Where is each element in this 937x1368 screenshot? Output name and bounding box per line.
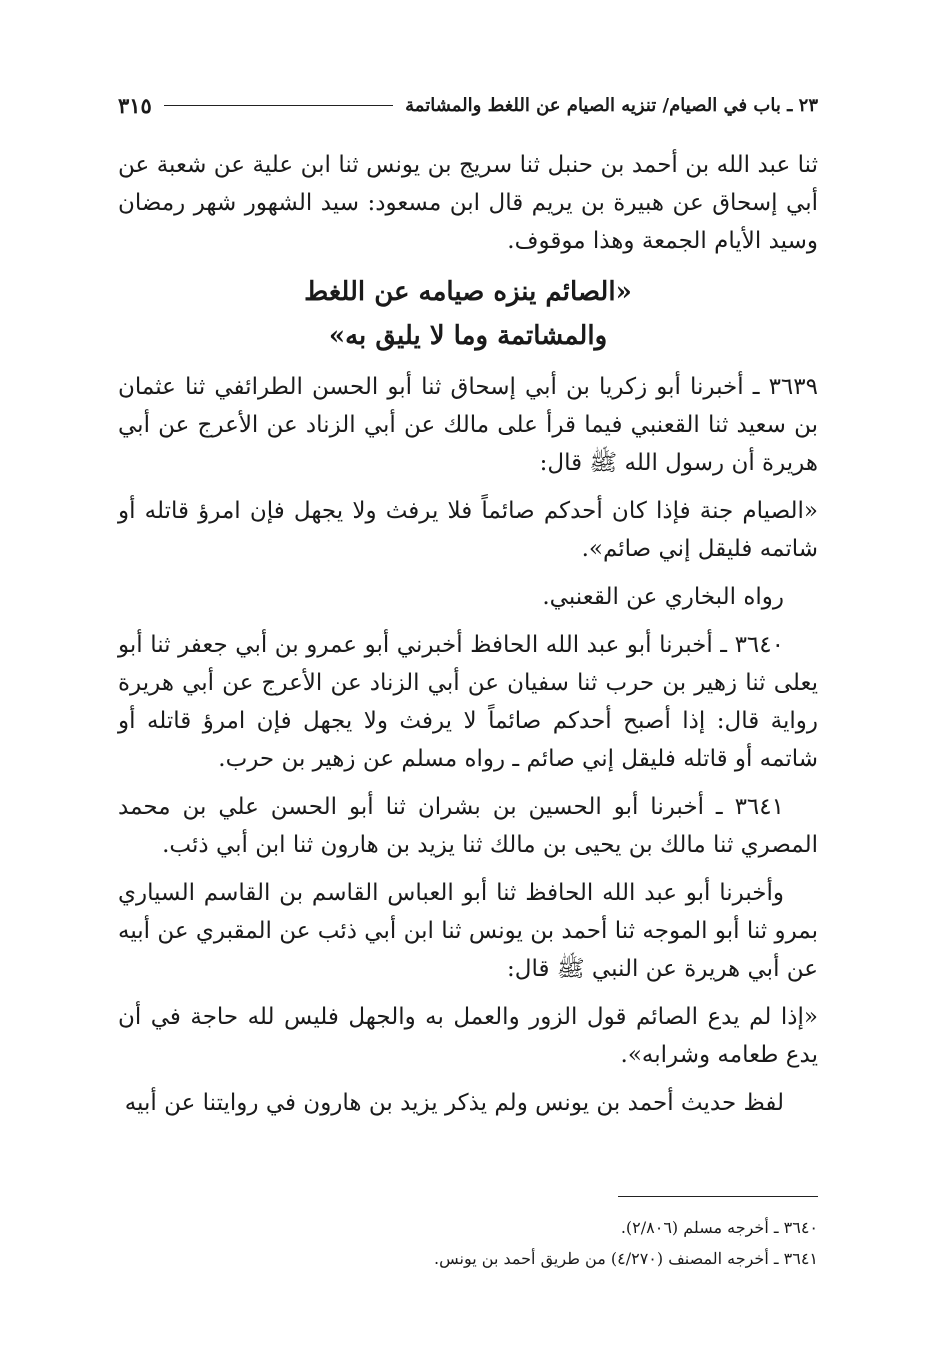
hadith-3641: ٣٦٤١ ـ أخبرنا أبو الحسين بن بشران ثنا أبو الحسن علي بن محمد المصري ثنا مالك بن يحيى بن مالك ثنا يزيد بن هارون ثنا ابن أبي ذئب. xyxy=(118,794,818,858)
paragraph: ثنا عبد الله بن أحمد بن حنبل ثنا سريج بن يونس ثنا ابن علية عن شعبة عن أبي إسحاق عن هبيرة بن يريم قال ابن مسعود: سيد الشهور شهر رمضان وسيد الأيام الجمعة وهذا موقوف. xyxy=(118,152,818,254)
header-rule xyxy=(164,105,393,106)
footnote-3640: ٣٦٤٠ ـ أخرجه مسلم (٢/٨٠٦). xyxy=(620,1218,818,1237)
main-text xyxy=(118,146,818,1132)
footnotes xyxy=(118,1212,818,1274)
hadith-text: «إذا لم يدع الصائم قول الزور والعمل به والجهل فليس لله حاجة في أن يدع طعامه وشرابه». xyxy=(118,1004,818,1068)
hadith-3639: ٣٦٣٩ ـ أخبرنا أبو زكريا بن أبي إسحاق ثنا أبو الحسن الطرائفي ثنا عثمان بن سعيد ثنا القعنبي فيما قرأ على مالك عن أبي الزناد عن الأعرج عن أبي هريرة أن رسول الله ﷺ قال: xyxy=(118,374,818,476)
footnote-rule xyxy=(618,1196,818,1197)
page-header xyxy=(118,90,818,120)
page-number: ٣١٥ xyxy=(118,92,152,118)
paragraph: رواه البخاري عن القعنبي. xyxy=(542,584,784,610)
heading-line-2: والمشاتمة وما لا يليق به» xyxy=(328,321,608,351)
hadith-3640: ٣٦٤٠ ـ أخبرنا أبو عبد الله الحافظ أخبرني أبو عمرو بن أبي جعفر ثنا أبو يعلى ثنا زهير بن حرب ثنا سفيان عن أبي الزناد عن الأعرج عن أبي هريرة رواية قال: إذا أصبح أحدكم صائماً لا يرفث ولا يجهل فإن امرؤ قاتله أو شاتمه أو قاتله فليقل إني صائم ـ رواه مسلم عن زهير بن حرب. xyxy=(118,632,818,772)
heading-line-1: «الصائم ينزه صيامه عن اللغط xyxy=(304,277,632,307)
paragraph: وأخبرنا أبو عبد الله الحافظ ثنا أبو العباس القاسم بن القاسم السياري بمرو ثنا أبو الموجه ثنا أحمد بن يونس ثنا ابن أبي ذئب عن المقبري عن أبيه عن أبي هريرة عن النبي ﷺ قال: xyxy=(118,880,818,982)
footnote-3641: ٣٦٤١ ـ أخرجه المصنف (٤/٢٧٠) من طريق أحمد بن يونس. xyxy=(434,1249,818,1268)
running-title: ٢٣ ـ باب في الصيام/ تنزيه الصيام عن اللغط والمشاتمة xyxy=(405,94,818,116)
section-heading xyxy=(118,270,818,358)
paragraph: لفظ حديث أحمد بن يونس ولم يذكر يزيد بن هارون في روايتنا عن أبيه xyxy=(124,1090,784,1116)
hadith-text: «الصيام جنة فإذا كان أحدكم صائماً فلا يرفث ولا يجهل فإن امرؤ قاتله أو شاتمه فليقل إني صائم». xyxy=(118,498,818,562)
